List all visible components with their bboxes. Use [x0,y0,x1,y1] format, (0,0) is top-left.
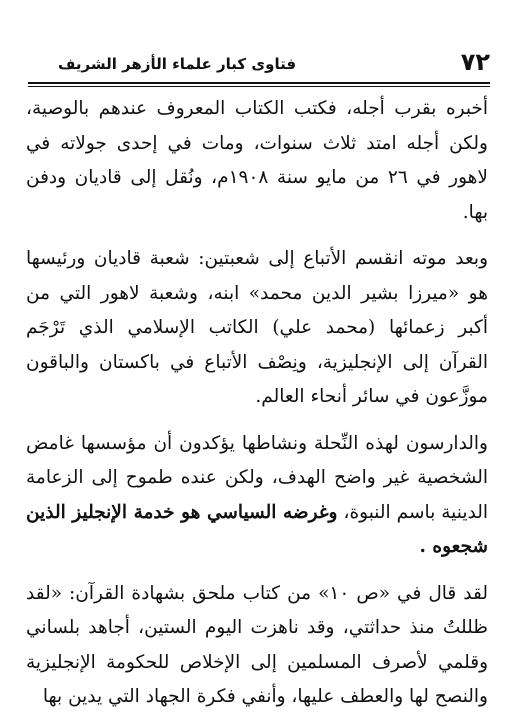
running-title: فتاوى كبار علماء الأزهر الشريف [58,55,297,73]
header-rule-thin [28,86,490,87]
body-text [26,92,488,715]
paragraph-3-bold-text: وغرضه السياسي هو خدمة الإنجليز الذين شجعوه . [26,501,488,557]
paragraph-3 [26,427,488,565]
header-rule-thick [28,82,490,84]
paragraph-3-text: والدارسون لهذه النِّحلة ونشاطها يؤكدون أن مؤسسها غامض الشخصية غير واضح الهدف، ولكن عنده طموح إلى الزعامة الدينية باسم النبوة، [26,432,488,523]
paragraph-2: وبعد موته انقسم الأتباع إلى شعبتين: شعبة قاديان ورئيسها هو «ميرزا بشير الدين محمد» ابنه، وشعبة لاهور التي من أكبر زعمائها (محمد علي) الكاتب الإسلامي الذي تَرْجَم القرآن إلى الإنجليزية، ونِصْف الأتباع في باكستان والباقون موزَّعون في سائر أنحاء العالم. [26,248,488,407]
paragraph-1: أخبره بقرب أجله، فكتب الكتاب المعروف عندهم بالوصية، ولكن أجله امتد ثلاث سنوات، ومات في إحدى جولاته في لاهور في ٢٦ من مايو سنة ١٩٠٨م، ونُقل إلى قاديان ودفن بها. [26,98,488,223]
page-number: ٧٢ [460,48,490,76]
paragraph-4: لقد قال في «ص ١٠» من كتاب ملحق بشهادة القرآن: «لقد ظللتُ منذ حداثتي، وقد ناهزت اليوم الستين، أجاهد بلساني وقلمي لأصرف المسلمين إلى الإخلاص للحكومة الإنجليزية والنصح لها والعطف عليها، وأنفي فكرة الجهاد التي يدين بها [26,582,488,707]
page-header [28,40,490,80]
